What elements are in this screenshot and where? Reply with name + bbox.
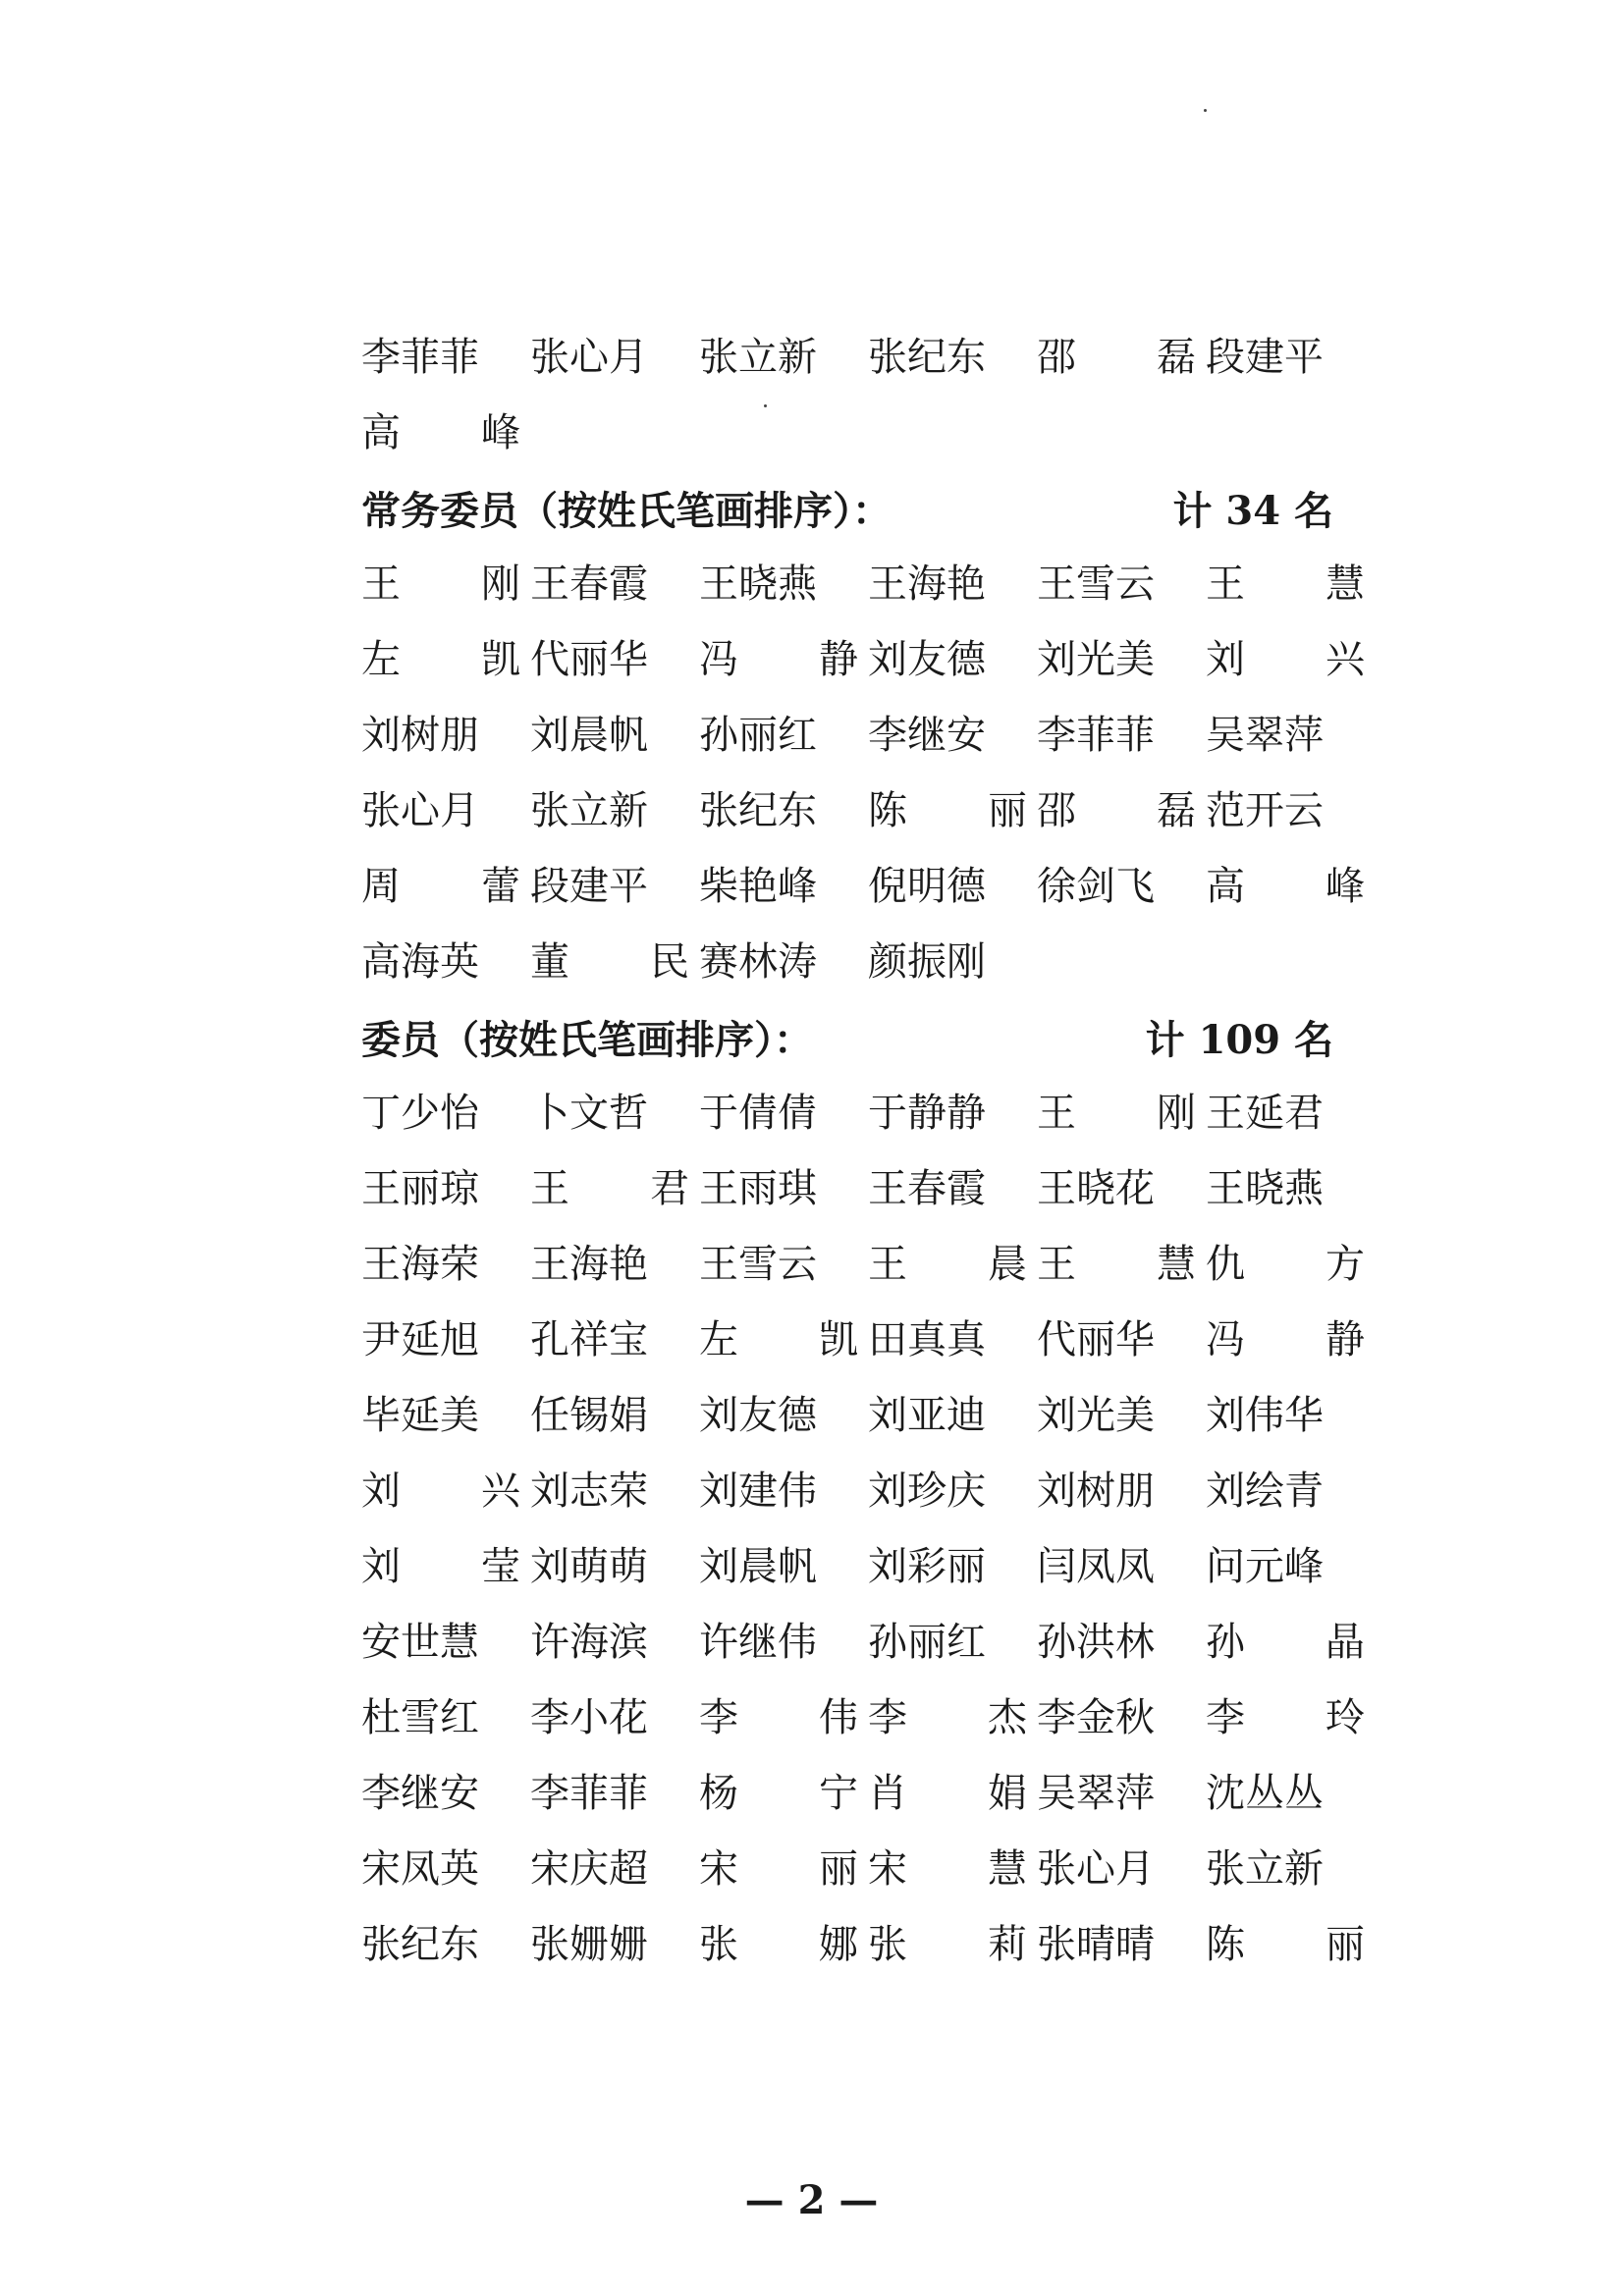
standing-committee-heading (361, 470, 1333, 546)
person-name: 刘建伟 (699, 1468, 817, 1514)
name-row (361, 848, 1365, 924)
name-row (361, 621, 1365, 697)
person-name: 王雨琪 (699, 1165, 817, 1211)
name-row (361, 1755, 1343, 1831)
person-name: 邵 磊 (1037, 334, 1196, 380)
name-row (361, 1528, 1343, 1604)
person-name: 冯 静 (1206, 1316, 1365, 1362)
person-name: 刘晨帆 (699, 1543, 817, 1589)
person-name: 沈丛丛 (1206, 1770, 1324, 1816)
person-name: 张纪东 (699, 787, 817, 833)
person-name: 许海滨 (530, 1619, 648, 1665)
person-name: 段建平 (530, 863, 648, 909)
person-name: 李 伟 (699, 1694, 858, 1740)
person-name: 高海英 (361, 938, 479, 985)
person-name: 任锡娟 (530, 1392, 648, 1438)
person-name: 李 玲 (1206, 1694, 1365, 1740)
person-name: 左 凯 (361, 636, 520, 682)
person-name: 刘光美 (1037, 636, 1155, 682)
person-name: 高 峰 (361, 409, 520, 455)
person-name: 孙洪林 (1037, 1619, 1155, 1665)
person-name: 王 慧 (1206, 561, 1365, 607)
person-name: 张心月 (361, 787, 479, 833)
person-name: 周 蕾 (361, 863, 520, 909)
person-name: 刘树朋 (361, 712, 479, 758)
person-name: 王春霞 (868, 1165, 986, 1211)
person-name: 王晓燕 (1206, 1165, 1324, 1211)
person-name: 肖 娟 (868, 1770, 1027, 1816)
person-name: 张姗姗 (530, 1921, 648, 1967)
name-row (361, 1831, 1343, 1906)
scan-speck (764, 404, 767, 407)
person-name: 刘伟华 (1206, 1392, 1324, 1438)
person-name: 张心月 (1037, 1845, 1155, 1892)
person-name: 孙 晶 (1206, 1619, 1365, 1665)
person-name: 冯 静 (699, 636, 858, 682)
person-name: 董 民 (530, 938, 689, 985)
name-row (361, 697, 1343, 773)
person-name: 张晴晴 (1037, 1921, 1155, 1967)
person-name: 问元峰 (1206, 1543, 1324, 1589)
person-name: 安世慧 (361, 1619, 479, 1665)
person-name: 于倩倩 (699, 1090, 817, 1136)
person-name: 高 峰 (1206, 863, 1365, 909)
person-name: 王延君 (1206, 1090, 1324, 1136)
person-name: 代丽华 (530, 636, 648, 682)
person-name: 卜文哲 (530, 1090, 648, 1136)
name-row (361, 1680, 1365, 1755)
person-name: 王 晨 (868, 1241, 1027, 1287)
person-name: 李菲菲 (530, 1770, 648, 1816)
person-name: 刘晨帆 (530, 712, 648, 758)
section-title: 委员（按姓氏笔画排序）： (361, 1017, 813, 1063)
person-name: 刘树朋 (1037, 1468, 1155, 1514)
name-row (361, 546, 1365, 621)
member-count: 计 34 名 (1172, 488, 1333, 534)
person-name: 刘 兴 (361, 1468, 520, 1514)
name-row (361, 1377, 1343, 1453)
person-name: 吴翠萍 (1037, 1770, 1155, 1816)
name-row (361, 1150, 1343, 1226)
person-name: 丁少怡 (361, 1090, 479, 1136)
name-list (361, 319, 1365, 1982)
person-name: 孔祥宝 (530, 1316, 648, 1362)
person-name: 刘萌萌 (530, 1543, 648, 1589)
person-name: 宋 慧 (868, 1845, 1027, 1892)
name-row (361, 773, 1343, 848)
person-name: 闫凤凤 (1037, 1543, 1155, 1589)
name-row (361, 1226, 1365, 1302)
person-name: 杜雪红 (361, 1694, 479, 1740)
person-name: 段建平 (1206, 334, 1324, 380)
person-name: 李继安 (361, 1770, 479, 1816)
person-name: 王 慧 (1037, 1241, 1196, 1287)
person-name: 刘光美 (1037, 1392, 1155, 1438)
person-name: 刘 莹 (361, 1543, 520, 1589)
member-count: 计 109 名 (1145, 1017, 1333, 1063)
name-row (361, 395, 1343, 470)
person-name: 范开云 (1206, 787, 1324, 833)
person-name: 田真真 (868, 1316, 986, 1362)
person-name: 王海荣 (361, 1241, 479, 1287)
person-name: 刘友德 (699, 1392, 817, 1438)
person-name: 刘珍庆 (868, 1468, 986, 1514)
person-name: 王春霞 (530, 561, 648, 607)
person-name: 杨 宁 (699, 1770, 858, 1816)
person-name: 刘彩丽 (868, 1543, 986, 1589)
section-title: 常务委员（按姓氏笔画排序）： (361, 488, 892, 534)
person-name: 宋 丽 (699, 1845, 858, 1892)
person-name: 于静静 (868, 1090, 986, 1136)
person-name: 宋庆超 (530, 1845, 648, 1892)
person-name: 宋凤英 (361, 1845, 479, 1892)
person-name: 吴翠萍 (1206, 712, 1324, 758)
person-name: 张立新 (530, 787, 648, 833)
person-name: 赛林涛 (699, 938, 817, 985)
name-row (361, 924, 1343, 999)
person-name: 毕延美 (361, 1392, 479, 1438)
person-name: 左 凯 (699, 1316, 858, 1362)
person-name: 李继安 (868, 712, 986, 758)
person-name: 刘 兴 (1206, 636, 1365, 682)
person-name: 李小花 (530, 1694, 648, 1740)
person-name: 徐剑飞 (1037, 863, 1155, 909)
person-name: 王雪云 (1037, 561, 1155, 607)
person-name: 王雪云 (699, 1241, 817, 1287)
person-name: 李 杰 (868, 1694, 1027, 1740)
person-name: 邵 磊 (1037, 787, 1196, 833)
person-name: 刘绘青 (1206, 1468, 1324, 1514)
person-name: 仇 方 (1206, 1241, 1365, 1287)
person-name: 许继伟 (699, 1619, 817, 1665)
name-row (361, 319, 1343, 395)
name-row (361, 1075, 1343, 1150)
person-name: 王晓燕 (699, 561, 817, 607)
person-name: 张立新 (1206, 1845, 1324, 1892)
person-name: 王 君 (530, 1165, 689, 1211)
person-name: 尹延旭 (361, 1316, 479, 1362)
person-name: 颜振刚 (868, 938, 986, 985)
person-name: 李菲菲 (361, 334, 479, 380)
page-number: — 2 — (744, 2177, 879, 2223)
person-name: 孙丽红 (868, 1619, 986, 1665)
person-name: 陈 丽 (868, 787, 1027, 833)
person-name: 代丽华 (1037, 1316, 1155, 1362)
person-name: 刘志荣 (530, 1468, 648, 1514)
person-name: 孙丽红 (699, 712, 817, 758)
person-name: 倪明德 (868, 863, 986, 909)
person-name: 王海艳 (868, 561, 986, 607)
person-name: 王丽琼 (361, 1165, 479, 1211)
person-name: 王晓花 (1037, 1165, 1155, 1211)
name-row (361, 1302, 1365, 1377)
scan-speck (1204, 109, 1207, 112)
name-row (361, 1906, 1365, 1982)
person-name: 刘亚迪 (868, 1392, 986, 1438)
person-name: 柴艳峰 (699, 863, 817, 909)
person-name: 张心月 (530, 334, 648, 380)
person-name: 王 刚 (1037, 1090, 1196, 1136)
name-row (361, 1453, 1343, 1528)
person-name: 张纪东 (361, 1921, 479, 1967)
person-name: 张纪东 (868, 334, 986, 380)
members-heading (361, 999, 1333, 1075)
person-name: 张 娜 (699, 1921, 858, 1967)
person-name: 张立新 (699, 334, 817, 380)
person-name: 张 莉 (868, 1921, 1027, 1967)
person-name: 李金秋 (1037, 1694, 1155, 1740)
person-name: 刘友德 (868, 636, 986, 682)
person-name: 王 刚 (361, 561, 520, 607)
person-name: 王海艳 (530, 1241, 648, 1287)
name-row (361, 1604, 1365, 1680)
person-name: 陈 丽 (1206, 1921, 1365, 1967)
person-name: 李菲菲 (1037, 712, 1155, 758)
